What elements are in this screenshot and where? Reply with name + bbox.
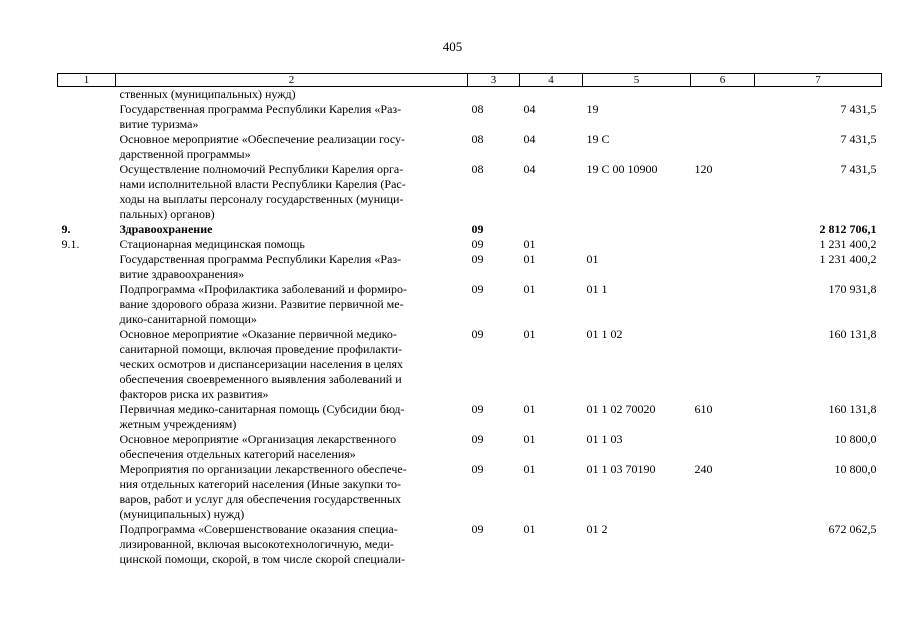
budget-table (57, 73, 882, 567)
table-row (58, 237, 882, 252)
column-header: 2 (116, 74, 468, 87)
page-number: 405 (442, 39, 463, 54)
target-article-cell (583, 87, 691, 103)
expense-type-cell (691, 432, 755, 462)
column-header: 4 (520, 74, 583, 87)
target-article-cell: 01 1 (586, 282, 608, 296)
row-name-cell: Основное мероприятие «Организация лекарственного обеспечения отдельных категорий населения» (119, 432, 397, 461)
expense-type-cell: 610 (694, 402, 713, 416)
row-number-cell (58, 132, 116, 162)
amount-cell: 7 431,5 (840, 132, 877, 146)
row-name-cell: Подпрограмма «Совершенствование оказания специа- лизированной, включая высокотехнологичную, меди- цинской помощи, скорой, в том числе скорой специали- (119, 522, 406, 566)
column-header: 6 (691, 74, 755, 87)
table-row (58, 402, 882, 432)
target-article-cell: 01 2 (586, 522, 608, 536)
target-article-cell: 01 1 02 70020 (586, 402, 656, 416)
row-name-cell: Осуществление полномочий Республики Карелия орга- нами исполнительной власти Республики Карелия (Рас- ходы на выплаты персоналу государственных (муници- пальных) органов) (119, 162, 406, 221)
row-name-cell: Стационарная медицинская помощь (119, 237, 305, 251)
subsection-code-cell: 01 (523, 402, 536, 416)
section-code-cell: 09 (471, 402, 484, 416)
section-code-cell: 09 (471, 282, 484, 296)
table-row (58, 162, 882, 222)
row-name-cell: Государственная программа Республики Карелия «Раз- витие туризма» (119, 102, 402, 131)
row-name-cell: Первичная медико-санитарная помощь (Субсидии бюд- жетным учреждениям) (119, 402, 405, 431)
row-number-cell: 9. (61, 222, 71, 236)
section-code-cell: 09 (471, 252, 484, 266)
expense-type-cell: 240 (694, 462, 713, 476)
subsection-code-cell: 01 (523, 282, 536, 296)
expense-type-cell: 120 (694, 162, 713, 176)
row-name-cell: Подпрограмма «Профилактика заболеваний и формиро- вание здорового образа жизни. Развитие первичной ме- дико-санитарной помощи» (119, 282, 407, 326)
amount-cell: 160 131,8 (828, 327, 877, 341)
row-number-cell (58, 102, 116, 132)
target-article-cell (583, 222, 691, 237)
table-header-row (58, 74, 882, 87)
row-name-cell: Государственная программа Республики Карелия «Раз- витие здравоохранения» (119, 252, 402, 281)
column-header: 7 (755, 74, 882, 87)
subsection-code-cell: 04 (523, 102, 536, 116)
row-number-cell (58, 87, 116, 103)
target-article-cell: 01 1 02 (586, 327, 623, 341)
row-number-cell: 9.1. (61, 237, 80, 251)
amount-cell: 1 231 400,2 (819, 237, 877, 251)
row-name-cell: Мероприятия по организации лекарственного обеспече- ния отдельных категорий населения (Иные закупки то- варов, работ и услуг для обеспечения государственных (муниципальных) нужд) (119, 462, 407, 521)
column-header: 3 (468, 74, 520, 87)
amount-cell: 1 231 400,2 (819, 252, 877, 266)
section-code-cell: 09 (471, 432, 484, 446)
amount-cell: 7 431,5 (840, 102, 877, 116)
section-code-cell: 09 (471, 222, 484, 236)
section-code-cell: 09 (471, 462, 484, 476)
subsection-code-cell: 04 (523, 132, 536, 146)
table-row (58, 522, 882, 567)
table-row (58, 282, 882, 327)
row-number-cell (58, 327, 116, 402)
row-number-cell (58, 462, 116, 522)
expense-type-cell (691, 132, 755, 162)
expense-type-cell (691, 252, 755, 282)
table-row (58, 222, 882, 237)
column-header: 5 (583, 74, 691, 87)
table-body (58, 87, 882, 568)
subsection-code-cell: 04 (523, 162, 536, 176)
row-number-cell (58, 522, 116, 567)
table-row (58, 432, 882, 462)
table-row (58, 132, 882, 162)
expense-type-cell (691, 522, 755, 567)
amount-cell: 170 931,8 (828, 282, 877, 296)
row-number-cell (58, 432, 116, 462)
row-number-cell (58, 282, 116, 327)
section-code-cell: 08 (471, 162, 484, 176)
row-name-cell: Основное мероприятие «Оказание первичной медико- санитарной помощи, включая проведение профилакти- ческих осмотров и диспансеризации населения в целях обеспечения своевременного выявления заболеваний и факторов риска их развития» (119, 327, 403, 401)
target-article-cell: 01 1 03 (586, 432, 623, 446)
section-code-cell: 08 (471, 132, 484, 146)
table-row (58, 102, 882, 132)
section-code-cell: 08 (471, 102, 484, 116)
amount-cell: 10 800,0 (834, 462, 877, 476)
column-header: 1 (58, 74, 116, 87)
expense-type-cell (691, 282, 755, 327)
row-name-cell: Основное мероприятие «Обеспечение реализации госу- дарственной программы» (119, 132, 406, 161)
subsection-code-cell: 01 (523, 462, 536, 476)
target-article-cell: 19 С (586, 132, 610, 146)
amount-cell: 160 131,8 (828, 402, 877, 416)
table-row (58, 462, 882, 522)
subsection-code-cell (520, 87, 583, 103)
target-article-cell: 01 (586, 252, 599, 266)
expense-type-cell (691, 87, 755, 103)
amount-cell: 2 812 706,1 (819, 222, 877, 236)
amount-cell (755, 87, 882, 103)
row-name-cell: ственных (муниципальных) нужд) (119, 87, 296, 101)
table-row (58, 252, 882, 282)
subsection-code-cell: 01 (523, 327, 536, 341)
amount-cell: 7 431,5 (840, 162, 877, 176)
table-row (58, 87, 882, 103)
section-code-cell (468, 87, 520, 103)
expense-type-cell (691, 222, 755, 237)
row-number-cell (58, 162, 116, 222)
subsection-code-cell: 01 (523, 237, 536, 251)
subsection-code-cell (520, 222, 583, 237)
row-number-cell (58, 252, 116, 282)
subsection-code-cell: 01 (523, 522, 536, 536)
subsection-code-cell: 01 (523, 252, 536, 266)
section-code-cell: 09 (471, 237, 484, 251)
target-article-cell: 19 С 00 10900 (586, 162, 658, 176)
expense-type-cell (691, 102, 755, 132)
expense-type-cell (691, 237, 755, 252)
amount-cell: 10 800,0 (834, 432, 877, 446)
row-name-cell: Здравоохранение (119, 222, 213, 236)
subsection-code-cell: 01 (523, 432, 536, 446)
amount-cell: 672 062,5 (828, 522, 877, 536)
section-code-cell: 09 (471, 522, 484, 536)
target-article-cell (583, 237, 691, 252)
section-code-cell: 09 (471, 327, 484, 341)
row-number-cell (58, 402, 116, 432)
target-article-cell: 01 1 03 70190 (586, 462, 656, 476)
expense-type-cell (691, 327, 755, 402)
target-article-cell: 19 (586, 102, 599, 116)
table-row (58, 327, 882, 402)
